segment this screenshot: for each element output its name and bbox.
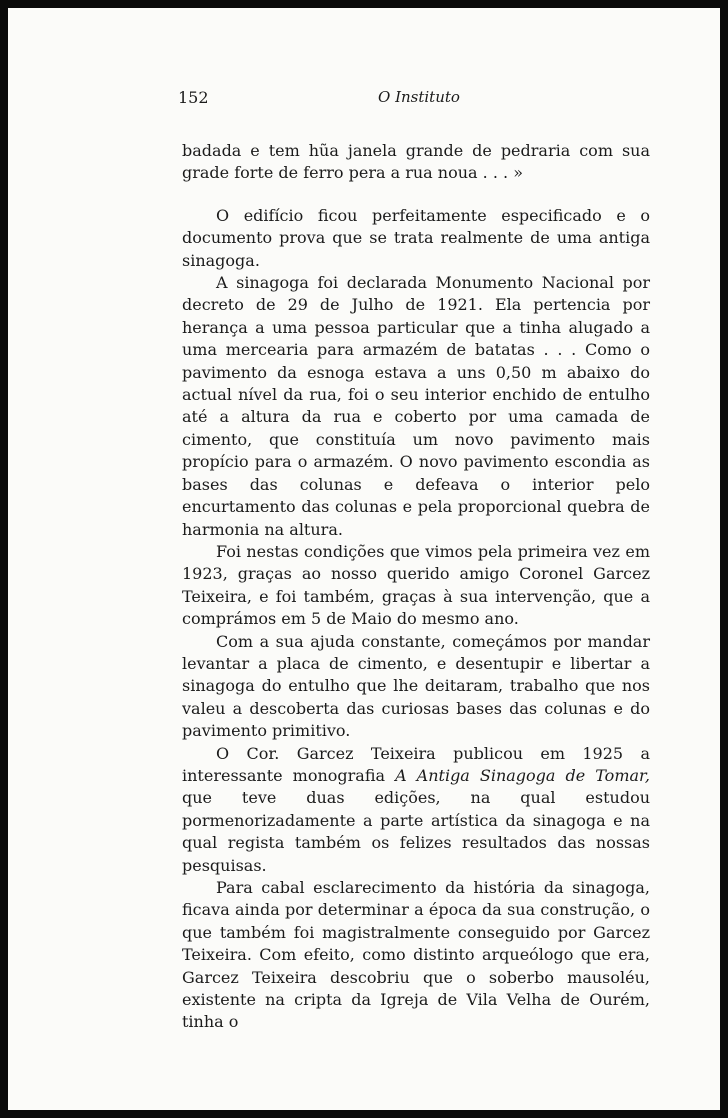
book-page [178, 88, 650, 1034]
paragraph-quote-end: badada e tem hũa janela grande de pedraria com sua grade forte de ferro pera a rua noua . . . » [182, 141, 650, 183]
paragraph-edificio: O edifício ficou perfeitamente especificado e o documento prova que se trata realmente de uma antiga sinagoga. [182, 205, 650, 270]
paragraph-monografia [182, 743, 650, 877]
monografia-text-after: que teve duas edições, na qual estudou pormenorizadamente a parte artística da sinagoga e na qual regista também os felizes resultados das nossas pesquisas. [182, 788, 650, 875]
running-title: O Instituto [378, 88, 460, 106]
monografia-text-before: O Cor. Garcez Teixeira publicou em 1925 a interessante monografia [182, 743, 650, 785]
page-number: 152 [178, 88, 209, 107]
running-head [178, 88, 650, 112]
monografia-book-title: A Antiga Sinagoga de Tomar, [395, 765, 650, 785]
paragraph-compra: Foi nestas condições que vimos pela primeira vez em 1923, graças ao nosso querido amigo Coronel Garcez Teixeira, e foi também, graças à sua intervenção, que a comprámos em 5 de Maio do mesmo ano. [182, 541, 650, 629]
body-text [182, 140, 650, 1034]
paragraph-datacao: Para cabal esclarecimento da história da sinagoga, ficava ainda por determinar a época da sua construção, o que também foi magistralmente conseguido por Garcez Teixeira. Com efeito, como distinto arqueólogo que era, Garcez Teixeira descobriu que o soberbo mausoléu, existente na cripta da Igreja de Vila Velha de Ourém, tinha o [182, 878, 650, 1032]
paragraph-monumento: A sinagoga foi declarada Monumento Nacional por decreto de 29 de Julho de 1921. Ela pertencia por herança a uma pessoa particular que a tinha alugado a uma mercearia para armazém de batatas . . . Como o pavimento da esnoga estava a uns 0,50 m abaixo do actual nível da rua, foi o seu interior enchido de entulho até a altura da rua e coberto por uma camada de cimento, que constituía um novo pavimento mais propício para o armazém. O novo pavimento escondia as bases das colunas e defeava o interior pelo encurtamento das colunas e pela proporcional quebra de harmonia na altura. [182, 273, 650, 539]
paragraph-escavacao: Com a sua ajuda constante, começámos por mandar levantar a placa de cimento, e desentupir e libertar a sinagoga do entulho que lhe deitaram, trabalho que nos valeu a descoberta das curiosas bases das colunas e do pavimento primitivo. [182, 631, 650, 741]
